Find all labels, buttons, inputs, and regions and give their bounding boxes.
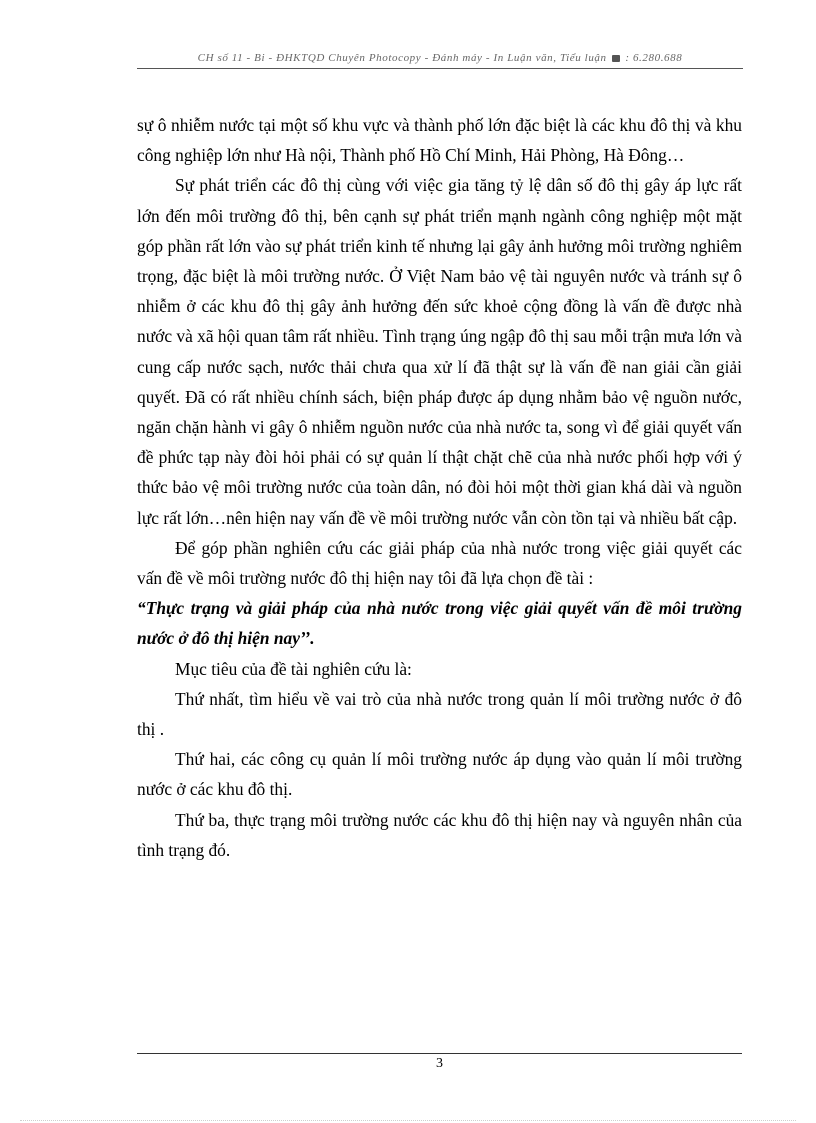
page-edge-divider [20, 1120, 796, 1121]
header-text: CH số 11 - Bi - ĐHKTQD Chuyên Photocopy - Đánh máy - In Luận văn, Tiểu luận [197, 52, 607, 64]
paragraph-topic-intro: Để góp phần nghiên cứu các giải pháp của nhà nước trong việc giải quyết các vấn đề về môi trường nước đô thị hiện nay tôi đã lựa chọn đề tài : [137, 537, 742, 589]
header-phone-number: : 6.280.688 [625, 52, 683, 64]
footer-divider [137, 1053, 742, 1054]
page-number: 3 [436, 1056, 443, 1071]
page-header [137, 48, 743, 69]
objective-first: Thứ nhất, tìm hiểu về vai trò của nhà nước trong quản lí môi trường nước ở đô thị . [137, 688, 742, 740]
document-body [137, 110, 742, 865]
objective-third: Thứ ba, thực trạng môi trường nước các khu đô thị hiện nay và nguyên nhân của tình trạng đó. [137, 809, 742, 860]
phone-icon [612, 55, 620, 62]
paragraph-objectives-heading: Mục tiêu của đề tài nghiên cứu là: [175, 658, 412, 679]
objective-second: Thứ hai, các công cụ quản lí môi trường nước áp dụng vào quản lí môi trường nước ở các khu đô thị. [137, 749, 742, 800]
paragraph-urban-development: Sự phát triển các đô thị cùng với việc gia tăng tỷ lệ dân số đô thị gây áp lực rất lớn đến môi trường đô thị, bên cạnh sự phát triển mạnh ngành công nghiệp một mặt góp phần rất lớn vào sự phát triển kinh tế nhưng lại gây ảnh hưởng môi trường nghiêm trọng, đặc biệt là môi trường nước. Ở Việt Nam bảo vệ tài nguyên nước và tránh sự ô nhiễm ở các khu đô thị gây ảnh hưởng đến sức khoẻ cộng đồng là vấn đề được nhà nước và xã hội quan tâm rất nhiều. Tình trạng úng ngập đô thị sau mỗi trận mưa lớn và cung cấp nước sạch, nước thải chưa qua xử lí đã thật sự là vấn đề nan giải cần giải quyết. Đã có rất nhiều chính sách, biện pháp được áp dụng nhằm bảo vệ nguồn nước, ngăn chặn hành vi gây ô nhiễm nguồn nước của nhà nước ta, song vì để giải quyết vấn đề phức tạp này đòi hỏi phải có sự quản lí thật chặt chẽ của nhà nước phối hợp với ý thức bảo vệ môi trường nước của toàn dân, nó đòi hỏi một thời gian khá dài và nguồn lực rất lớn…nên hiện nay vấn đề về môi trường nước vẫn còn tồn tại và nhiều bất cập. [137, 175, 742, 528]
topic-title: “Thực trạng và giải pháp của nhà nước trong việc giải quyết vấn đề môi trường nước ở đô thị hiện nay’’. [137, 598, 742, 649]
paragraph-continuation: sự ô nhiễm nước tại một số khu vực và thành phố lớn đặc biệt là các khu đô thị và khu công nghiệp lớn như Hà nội, Thành phố Hồ Chí Minh, Hải Phòng, Hà Đông… [137, 115, 742, 166]
